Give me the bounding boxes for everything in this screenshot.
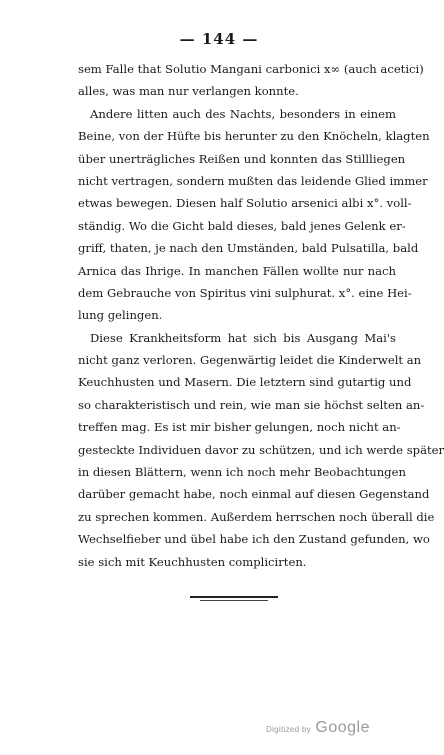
section-divider <box>190 596 278 598</box>
text-line: dem Gebrauche von Spiritus vini sulphurat. x°. eine Hei- <box>78 285 412 300</box>
text-line: nicht vertragen, sondern mußten das leidende Glied immer <box>78 173 428 188</box>
text-line: alles, was man nur verlangen konnte. <box>78 84 299 99</box>
text-line: Keuchhusten und Masern. Die letztern sind gutartig und <box>78 375 412 390</box>
page-number: — 144 — <box>179 30 259 48</box>
text-line: treffen mag. Es ist mir bisher gelungen, noch nicht an- <box>78 420 401 435</box>
text-line: sie sich mit Keuchhusten complicirten. <box>78 554 307 569</box>
text-line: Arnica das Ihrige. In manchen Fällen wollte nur nach <box>78 263 396 278</box>
section-divider-thin <box>200 600 268 601</box>
text-line: Diese Krankheitsform hat sich bis Ausgang Mai's <box>90 330 396 345</box>
text-line: Andere litten auch des Nachts, besonders in einem <box>90 106 396 121</box>
google-logo: Google <box>315 719 370 736</box>
text-line: ständig. Wo die Gicht bald dieses, bald jenes Gelenk er- <box>78 218 406 233</box>
text-line: sem Falle that Solutio Mangani carbonici x∞ (auch acetici) <box>78 62 424 76</box>
digitized-label: Digitized by <box>266 725 311 734</box>
text-line: griff, thaten, je nach den Umständen, bald Pulsatilla, bald <box>78 241 419 256</box>
text-line: über unerträgliches Reißen und konnten das Stillliegen <box>78 151 406 166</box>
text-line: etwas bewegen. Diesen half Solutio arsenici albi x°. voll- <box>78 196 412 211</box>
digitized-watermark <box>266 719 370 737</box>
text-line: Beine, von der Hüfte bis herunter zu den Knöcheln, klagten <box>78 129 430 144</box>
text-line: nicht ganz verloren. Gegenwärtig leidet die Kinderwelt an <box>78 353 422 368</box>
text-line: lung gelingen. <box>78 308 163 323</box>
text-line: in diesen Blättern, wenn ich noch mehr Beobachtungen <box>78 465 406 480</box>
text-line: darüber gemacht habe, noch einmal auf diesen Gegenstand <box>78 487 430 502</box>
text-line: zu sprechen kommen. Außerdem herrschen noch überall die <box>78 509 435 524</box>
text-line: so charakteristisch und rein, wie man sie höchst selten an- <box>78 397 425 412</box>
text-line: gesteckte Individuen davor zu schützen, und ich werde später <box>78 442 444 457</box>
text-line: Wechselfieber und übel habe ich den Zustand gefunden, wo <box>78 532 430 547</box>
body-text <box>78 58 444 573</box>
